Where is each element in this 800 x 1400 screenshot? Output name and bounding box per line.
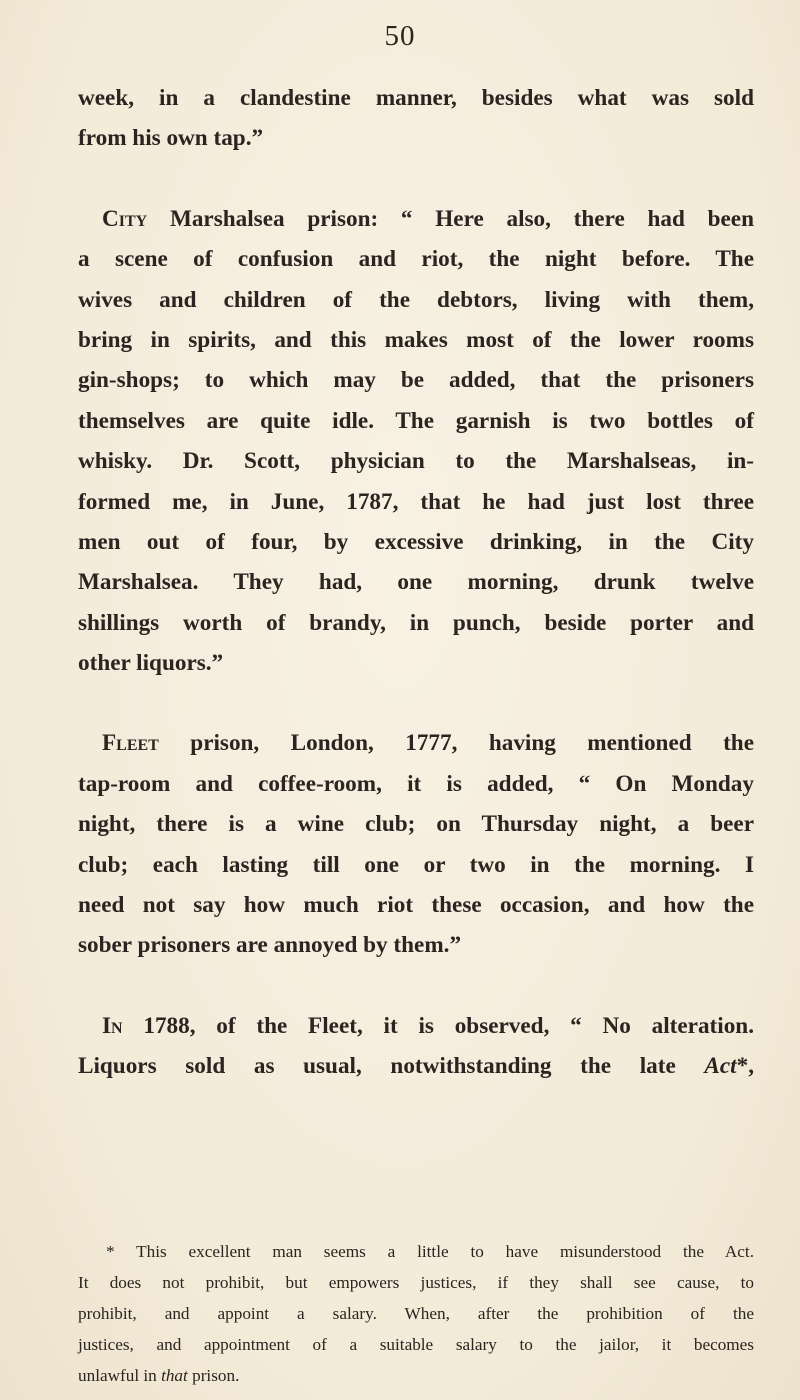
text-line: formed me, in June, 1787, that he had just lost three [78,488,754,515]
text-line: tap-room and coffee-room, it is added, “ On Monday [78,770,754,797]
text-line: night, there is a wine club; on Thursday night, a beer [78,811,754,838]
text-line: sober prisoners are annoyed by them.” [78,932,462,959]
text-line: club; each lasting till one or two in the morning. I [78,851,754,878]
text-line: whisky. Dr. Scott, physician to the Marshalseas, in- [78,448,754,475]
small-caps-lead: Fleet [102,730,159,757]
text-span: unlawful in [78,1366,162,1385]
text-line: bring in spirits, and this makes most of the lower rooms [78,326,754,353]
italic-act: Act [704,1053,737,1080]
text-line: need not say how much riot these occasion, and how the [78,892,754,919]
small-caps-lead: In [102,1012,123,1039]
footnote-reference: *, [736,1053,754,1080]
text-line [78,1006,754,1046]
text-line: shillings worth of brandy, in punch, beside porter and [78,609,754,636]
text-span: 1788, of the Fleet, it is observed, “ No alteration. [122,1012,754,1039]
text-line: from his own tap.” [78,125,264,152]
text-line: a scene of confusion and riot, the night before. The [78,246,754,273]
text-line: wives and children of the debtors, living with them, [78,286,754,313]
text-line: themselves are quite idle. The garnish is two bottles of [78,407,754,434]
footnote-line: It does not prohibit, but empowers justices, if they shall see cause, to [78,1273,754,1292]
text-span: prison, London, 1777, having mentioned the [158,730,754,757]
text-line [78,1046,754,1086]
footnote-line [78,1236,754,1267]
text-span: prison. [187,1366,240,1385]
body-text [78,78,754,1087]
footnote-marker: * [106,1242,115,1261]
italic-that: that [161,1366,188,1385]
text-line: gin-shops; to which may be added, that the prisoners [78,367,754,394]
footnote-line [78,1360,754,1391]
footnote-line: justices, and appointment of a suitable salary to the jailor, it becomes [78,1335,754,1354]
page-number: 50 [384,20,416,52]
footnote-line: prohibit, and appoint a salary. When, after the prohibition of the [78,1304,754,1323]
text-line [78,723,754,763]
small-caps-lead: City [102,205,148,232]
text-span: Liquors sold as usual, notwithstanding the late [78,1053,705,1080]
footnote [78,1236,754,1391]
text-span: This excellent man seems a little to have misunderstood the Act. [114,1242,754,1261]
text-line: Marshalsea. They had, one morning, drunk twelve [78,569,754,596]
text-line: other liquors.” [78,650,224,677]
text-line: week, in a clandestine manner, besides what was sold [78,85,754,111]
text-line: men out of four, by excessive drinking, in the City [78,528,754,555]
text-span: Marshalsea prison: “ Here also, there had been [147,205,754,232]
text-line [78,199,754,239]
